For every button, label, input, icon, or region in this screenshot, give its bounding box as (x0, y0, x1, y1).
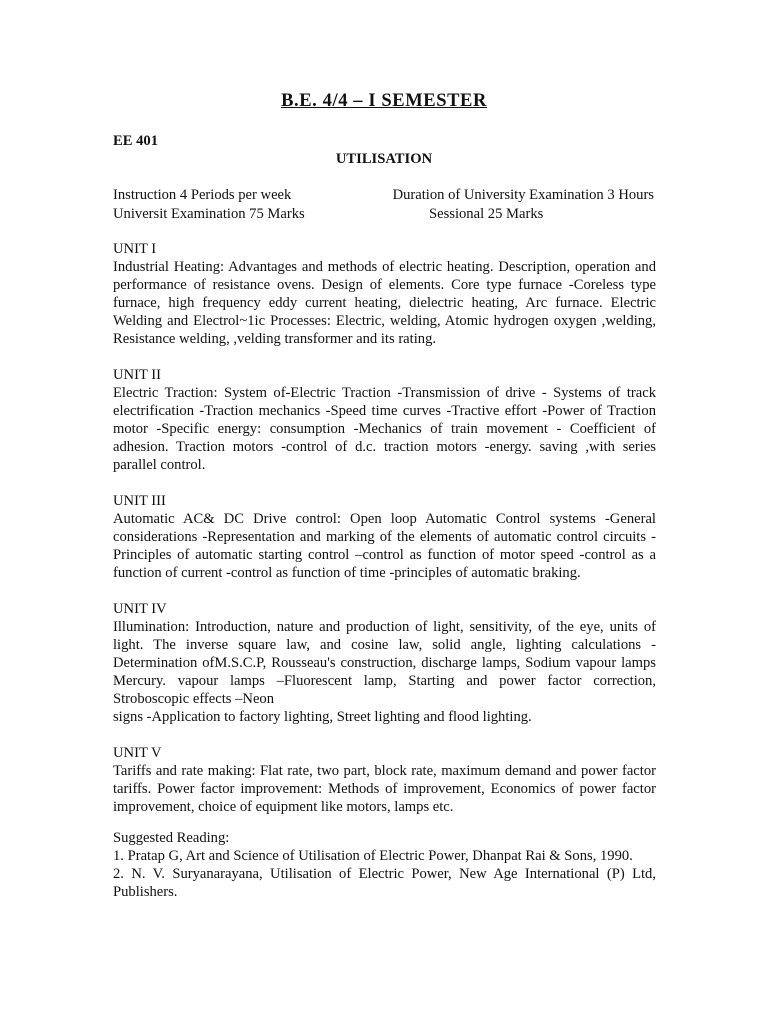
unit-4 (113, 600, 656, 726)
unit-body: Industrial Heating: Advantages and methods of electric heating. Description, operation and performance of resistance ovens. Design of elements. Core type furnace -Coreless type furnace, high frequency eddy current heating, dielectric heating, Arc furnace. Electric Welding and Electrol~1ic Processes: Electric, welding, Atomic hydrogen oxygen ,welding, Resistance welding, ,velding transformer and its rating. (113, 259, 656, 347)
duration-text: Duration of University Examination 3 Hours (392, 187, 654, 203)
unit-title: UNIT V (113, 745, 162, 761)
unit-3 (113, 492, 656, 582)
unit-body: Tariffs and rate making: Flat rate, two part, block rate, maximum demand and power factor tariffs. Power factor improvement: Methods of improvement, Economics of power factor improvement, choice of equipment like motors, lamps etc. (113, 763, 656, 815)
unit-body: Illumination: Introduction, nature and production of light, sensitivity, of the eye, units of light. The inverse square law, and cosine law, solid angle, lighting calculations - Determination ofM.S.C.P, Rousseau's construction, discharge lamps, Sodium vapour lamps Mercury. vapour lamps –Fluorescent lamp, Starting and power factor correction, Stroboscopic effects –Neon (113, 619, 656, 707)
unit-2 (113, 366, 656, 474)
exam-marks-text: Universit Examination 75 Marks (113, 206, 305, 222)
suggested-reading (113, 829, 656, 901)
unit-body-continued: signs -Application to factory lighting, Street lighting and flood lighting. (113, 709, 532, 725)
info-row-2 (113, 205, 656, 224)
course-info (113, 186, 656, 224)
course-code: EE 401 (113, 133, 159, 149)
units-section (113, 240, 656, 834)
unit-5 (113, 744, 656, 816)
course-name: UTILISATION (335, 151, 433, 167)
instruction-text: Instruction 4 Periods per week (113, 187, 292, 203)
unit-title: UNIT I (113, 241, 157, 257)
reading-ref-2: 2. N. V. Suryanarayana, Utilisation of Electric Power, New Age International (P) Ltd, Publishers. (113, 866, 656, 900)
unit-title: UNIT IV (113, 601, 167, 617)
info-row-1 (113, 186, 656, 205)
unit-body: Electric Traction: System of-Electric Traction -Transmission of drive - Systems of track electrification -Traction mechanics -Speed time curves -Tractive effort -Power of Traction motor -Specific energy: consumption -Mechanics of train movement - Coefficient of adhesion. Traction motors -control of d.c. traction motors -energy. saving ,with series parallel control. (113, 385, 656, 473)
unit-body: Automatic AC& DC Drive control: Open loop Automatic Control systems -General considerations -Representation and marking of the elements of automatic control circuits -Principles of automatic starting control –control as function of motor speed -control as a function of current -control as function of time -principles of automatic braking. (113, 511, 656, 581)
page-title: B.E. 4/4 – I SEMESTER (281, 91, 487, 111)
unit-title: UNIT II (113, 367, 161, 383)
reading-ref-1: 1. Pratap G, Art and Science of Utilisation of Electric Power, Dhanpat Rai & Sons, 1990. (113, 848, 633, 864)
reading-title: Suggested Reading: (113, 830, 230, 846)
sessional-text: Sessional 25 Marks (429, 206, 544, 222)
unit-1 (113, 240, 656, 348)
unit-title: UNIT III (113, 493, 166, 509)
